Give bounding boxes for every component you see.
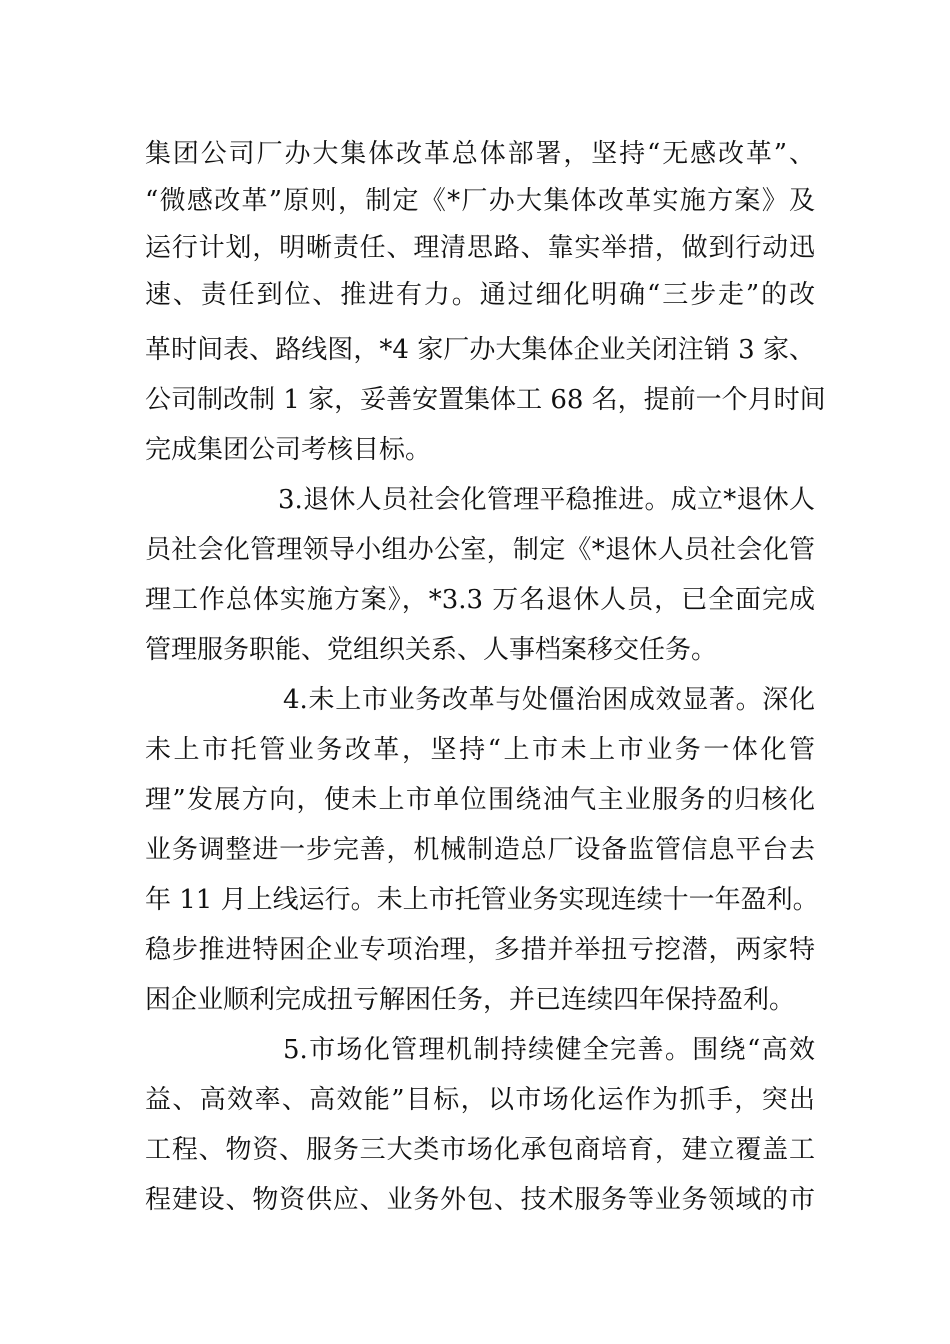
- paragraph-1-line-6: 公司制改制 1 家，妥善安置集体工 68 名，提前一个月时间: [145, 385, 826, 415]
- paragraph-1-line-1: 集团公司厂办大集体改革总体部署，坚持“无感改革”、: [145, 139, 815, 169]
- paragraph-3-line-7: 困企业顺利完成扭亏解困任务，并已连续四年保持盈利。: [145, 985, 796, 1015]
- paragraph-1-line-7: 完成集团公司考核目标。: [145, 435, 432, 465]
- paragraph-3-line-4: 业务调整进一步完善，机械制造总厂设备监管信息平台去: [145, 835, 815, 865]
- paragraph-1-line-2: “微感改革”原则，制定《*厂办大集体改革实施方案》及: [145, 186, 815, 216]
- paragraph-1-line-3: 运行计划，明晰责任、理清思路、靠实举措，做到行动迅: [145, 233, 815, 263]
- paragraph-3-line-5: 年 11 月上线运行。未上市托管业务实现连续十一年盈利。: [145, 885, 819, 915]
- paragraph-3-line-3: 理”发展方向，使未上市单位围绕油气主业服务的归核化: [145, 785, 815, 815]
- paragraph-2-line-1: 3.退休人员社会化管理平稳推进。成立*退休人: [278, 485, 815, 515]
- paragraph-4-line-4: 程建设、物资供应、业务外包、技术服务等业务领域的市: [145, 1185, 815, 1215]
- paragraph-4-line-3: 工程、物资、服务三大类市场化承包商培育，建立覆盖工: [145, 1135, 815, 1165]
- paragraph-3-line-1: 4.未上市业务改革与处僵治困成效显著。深化: [283, 685, 815, 715]
- paragraph-2-line-2: 员社会化管理领导小组办公室，制定《*退休人员社会化管: [145, 535, 815, 565]
- paragraph-2-line-4: 管理服务职能、党组织关系、人事档案移交任务。: [145, 635, 718, 665]
- paragraph-3-line-2: 未上市托管业务改革，坚持“上市未上市业务一体化管: [145, 735, 815, 765]
- paragraph-1-line-4: 速、责任到位、推进有力。通过细化明确“三步走”的改: [145, 280, 815, 310]
- paragraph-3-line-6: 稳步推进特困企业专项治理，多措并举扭亏挖潜，两家特: [145, 935, 815, 965]
- paragraph-2-line-3: 理工作总体实施方案》，*3.3 万名退休人员，已全面完成: [145, 585, 815, 615]
- paragraph-1-line-5: 革时间表、路线图，*4 家厂办大集体企业关闭注销 3 家、: [145, 335, 815, 365]
- paragraph-4-line-1: 5.市场化管理机制持续健全完善。围绕“高效: [283, 1035, 815, 1065]
- paragraph-4-line-2: 益、高效率、高效能”目标，以市场化运作为抓手，突出: [145, 1085, 815, 1115]
